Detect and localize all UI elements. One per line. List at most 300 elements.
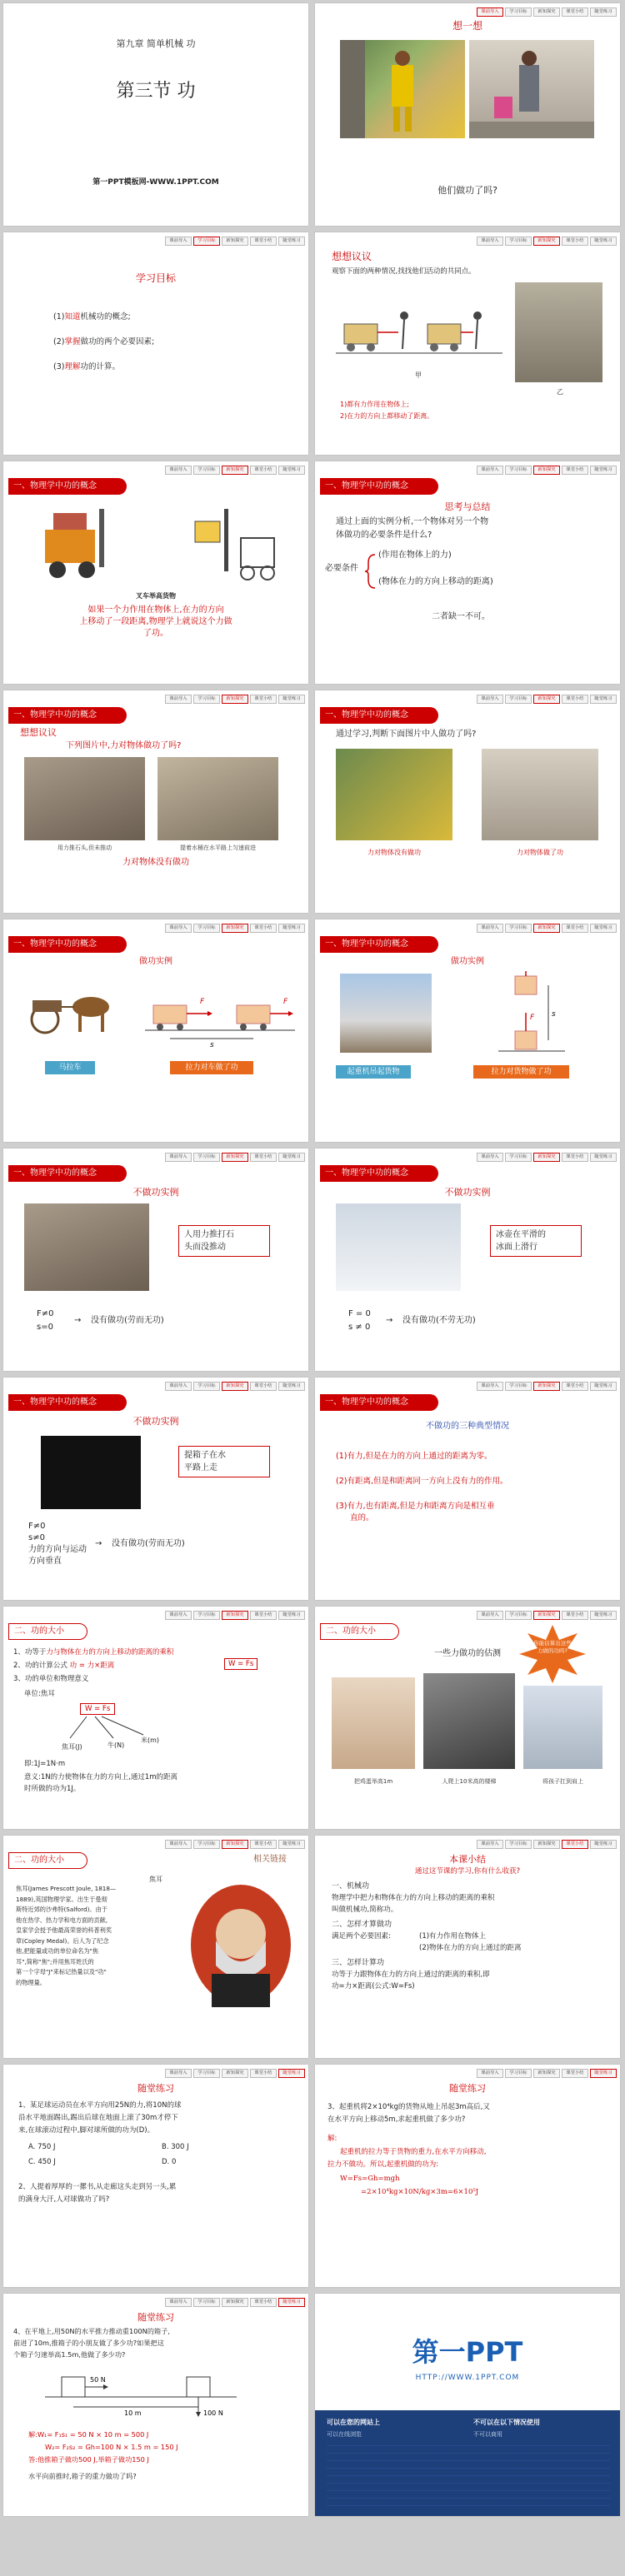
nav-intro[interactable]: 课前导入 bbox=[477, 2069, 503, 2078]
nav-bar bbox=[165, 1611, 305, 1620]
person-icon bbox=[340, 40, 465, 138]
nav-intro[interactable]: 课前导入 bbox=[165, 2069, 192, 2078]
bio-6: 章(Copley Medal)。后人为了纪念 bbox=[16, 1936, 109, 1945]
point-1: 1、功等于力与物体在力的方向上移动的距离的乘积 bbox=[13, 1648, 174, 1657]
direction-line-2: 方向垂直 bbox=[28, 1557, 62, 1566]
nav-bar bbox=[477, 924, 617, 933]
nav-practice[interactable]: 随堂练习 bbox=[278, 695, 305, 704]
nav-explore[interactable]: 新知探究 bbox=[222, 2069, 248, 2078]
nav-goal[interactable]: 学习目标 bbox=[193, 466, 220, 475]
nav-bar bbox=[165, 2298, 305, 2307]
nav-practice[interactable]: 随堂练习 bbox=[590, 1840, 617, 1849]
nav-explore[interactable]: 新知探究 bbox=[533, 1840, 560, 1849]
url[interactable]: HTTP://WWW.1PPT.COM bbox=[415, 2374, 520, 2382]
nav-practice[interactable]: 随堂练习 bbox=[278, 466, 305, 475]
bio-1: 焦耳(James Prescott Joule, 1818— bbox=[16, 1885, 117, 1892]
caption-bucket: 提着水桶在水平路上匀速前进 bbox=[180, 845, 256, 851]
direction-line-1: 力的方向与运动 bbox=[28, 1545, 87, 1554]
result: 没有做功(不劳无功) bbox=[402, 1316, 476, 1325]
bio-5: 皇家学会授予他最高荣誉的科普利奖 bbox=[16, 1926, 112, 1934]
section-banner: 一、物理学中功的概念 bbox=[8, 478, 127, 495]
nav-summary[interactable]: 课堂小结 bbox=[562, 7, 588, 17]
nav-intro[interactable]: 课前导入 bbox=[477, 1840, 503, 1849]
question-line-2: 体做功的必要条件是什么? bbox=[336, 531, 432, 540]
caption-forklift: 叉车举高货物 bbox=[136, 592, 176, 600]
unit-meter: 米(m) bbox=[141, 1736, 160, 1744]
nav-summary[interactable]: 课堂小结 bbox=[562, 1153, 588, 1162]
nav-explore[interactable]: 新知探究 bbox=[222, 1611, 248, 1620]
nav-bar bbox=[477, 237, 617, 246]
nav-practice[interactable]: 随堂练习 bbox=[590, 466, 617, 475]
summary-p3-1: 功等于力跟物体在力的方向上通过的距离的乘积,即 bbox=[332, 1971, 490, 1979]
section-banner: 二、功的大小 bbox=[8, 1623, 88, 1640]
nav-explore[interactable]: 新知探究 bbox=[222, 2298, 248, 2307]
photo-carry-bucket bbox=[482, 749, 598, 840]
nav-summary[interactable]: 课堂小结 bbox=[250, 1153, 277, 1162]
goal-2: (2)掌握做功的两个必要因素; bbox=[53, 337, 155, 346]
q3-line-2: 在水平方向上移动5m,求起重机做了多少功? bbox=[328, 2115, 466, 2124]
nav-bar bbox=[477, 1840, 617, 1849]
summary-p2a: 满足两个必要因素: bbox=[332, 1932, 391, 1941]
equation: 即:1J=1N·m bbox=[24, 1760, 66, 1768]
distance-label: 10 m bbox=[124, 2409, 142, 2417]
nav-bar bbox=[165, 695, 305, 704]
distance-value: s≠0 bbox=[28, 1533, 45, 1542]
cannot-use: 不可以在以下情况使用 bbox=[473, 2419, 540, 2426]
step-4: =2×10⁴kg×10N/kg×3m=6×10⁵J bbox=[361, 2188, 479, 2196]
nav-intro[interactable]: 课前导入 bbox=[477, 466, 503, 475]
nav-goal[interactable]: 学习目标 bbox=[505, 1382, 532, 1391]
portrait-name: 焦耳 bbox=[149, 1876, 162, 1883]
solution-2: W₂= F₂s₂ = Gh=100 N × 1.5 m = 150 J bbox=[45, 2443, 178, 2451]
summary-h2: 二、怎样才算做功 bbox=[332, 1921, 392, 1929]
cart-diagram-icon bbox=[336, 291, 502, 366]
note-1: 1)都有力作用在物体上; bbox=[340, 401, 409, 408]
nav-summary[interactable]: 课堂小结 bbox=[562, 466, 588, 475]
nav-goal[interactable]: 学习目标 bbox=[193, 1382, 220, 1391]
point-2: 2、功的计算公式 功 = 力×距离 bbox=[13, 1662, 115, 1670]
nav-summary[interactable]: 课堂小结 bbox=[250, 2298, 277, 2307]
case-2: (2)有距离,但是和距离同一方向上没有力的作用。 bbox=[336, 1477, 508, 1486]
slide-heading: 想想议议 bbox=[332, 251, 372, 262]
slide-heading: 思考与总结 bbox=[444, 501, 491, 512]
summary-p3-2: 功=力×距离(公式:W=Fs) bbox=[332, 1982, 415, 1991]
lesson-title: 第三节 功 bbox=[116, 81, 196, 102]
goal-3: (3)理解功的计算。 bbox=[53, 362, 120, 371]
slide-heading: 做功实例 bbox=[139, 957, 172, 966]
force-label: F bbox=[530, 1014, 535, 1022]
bio-2: 1889),英国物理学家。出生于曼彻 bbox=[16, 1895, 108, 1903]
nav-explore[interactable]: 新知探究 bbox=[533, 237, 560, 246]
nav-summary[interactable]: 课堂小结 bbox=[562, 2069, 588, 2078]
person-bucket-icon bbox=[469, 40, 594, 138]
answer-label: 解: bbox=[328, 2135, 338, 2143]
nav-goal[interactable]: 学习目标 bbox=[505, 1840, 532, 1849]
nav-goal[interactable]: 学习目标 bbox=[505, 695, 532, 704]
q1-line-1: 1、某足球运动员在水平方向用25N的力,将10N的球 bbox=[18, 2101, 182, 2110]
nav-intro[interactable]: 课前导入 bbox=[165, 1153, 192, 1162]
nav-summary[interactable]: 课堂小结 bbox=[250, 1840, 277, 1849]
nav-intro[interactable]: 课前导入 bbox=[477, 7, 503, 17]
nav-goal[interactable]: 学习目标 bbox=[193, 1611, 220, 1620]
nav-goal[interactable]: 学习目标 bbox=[193, 2298, 220, 2307]
q2-line-2: 的满身大汗,人对球做功了吗? bbox=[18, 2195, 110, 2204]
nav-intro[interactable]: 课前导入 bbox=[165, 2298, 192, 2307]
nav-practice[interactable]: 随堂练习 bbox=[590, 237, 617, 246]
unit-newton: 牛(N) bbox=[108, 1741, 125, 1749]
question: 下列图片中,力对物体做功了吗? bbox=[66, 741, 182, 750]
option-a[interactable]: A. 750 J bbox=[28, 2143, 56, 2151]
section-banner: 一、物理学中功的概念 bbox=[8, 936, 127, 953]
nav-practice[interactable]: 随堂练习 bbox=[590, 924, 617, 933]
q4-line-1: 4、在平地上,用50N的水平推力推动重100N的箱子, bbox=[13, 2327, 170, 2335]
definition-line-2: 上移动了一段距离,物理学上就说这个力做 bbox=[79, 617, 232, 626]
nav-practice[interactable]: 随堂练习 bbox=[590, 1611, 617, 1620]
joule-portrait-icon bbox=[187, 1882, 295, 2007]
option-c[interactable]: C. 450 J bbox=[28, 2158, 56, 2166]
statement-box: 冰壶在平滑的 冰面上滑行 bbox=[490, 1225, 582, 1257]
caption-work: 力对物体做了功 bbox=[517, 849, 563, 856]
nav-intro[interactable]: 课前导入 bbox=[165, 466, 192, 475]
caption-rock: 用力推石头,但未推动 bbox=[57, 845, 112, 851]
logo: 第一PPT bbox=[412, 2336, 523, 2368]
label-work-done: 拉力对车做了功 bbox=[170, 1061, 253, 1074]
option-b[interactable]: B. 300 J bbox=[162, 2143, 189, 2151]
nav-bar bbox=[165, 1382, 305, 1391]
q2-line-1: 2、人提着厚厚的一摞书,从走廊这头走到另一头,累 bbox=[18, 2183, 177, 2191]
forklift-icon bbox=[28, 505, 128, 584]
nav-explore[interactable]: 新知探究 bbox=[533, 924, 560, 933]
bio-10: 的物理量。 bbox=[16, 1978, 46, 1986]
nav-bar bbox=[477, 466, 617, 475]
nav-practice[interactable]: 随堂练习 bbox=[278, 1611, 305, 1620]
option-d[interactable]: D. 0 bbox=[162, 2158, 177, 2166]
photo-push-wall bbox=[336, 749, 452, 840]
nav-bar bbox=[477, 695, 617, 704]
photo-curling bbox=[336, 1203, 461, 1291]
nav-bar bbox=[165, 924, 305, 933]
nav-explore[interactable]: 新知探究 bbox=[222, 1382, 248, 1391]
nav-explore[interactable]: 新知探究 bbox=[533, 1382, 560, 1391]
slide-21-practice bbox=[3, 2294, 308, 2516]
nav-goal[interactable]: 学习目标 bbox=[193, 1840, 220, 1849]
intro-text: 观察下面的两种情况,找找他们活动的共同点。 bbox=[332, 267, 476, 276]
nav-summary[interactable]: 课堂小结 bbox=[562, 1611, 588, 1620]
slide-4-discuss bbox=[315, 232, 620, 455]
nav-practice[interactable]: 随堂练习 bbox=[590, 695, 617, 704]
nav-intro[interactable]: 课前导入 bbox=[165, 1382, 192, 1391]
distance-label: s bbox=[210, 1041, 214, 1049]
nav-goal[interactable]: 学习目标 bbox=[193, 1153, 220, 1162]
nav-intro[interactable]: 课前导入 bbox=[477, 924, 503, 933]
distance-value: s=0 bbox=[37, 1323, 53, 1332]
meaning-2: 时所做的功为1J。 bbox=[24, 1785, 81, 1793]
formula: W = Fs bbox=[224, 1658, 258, 1670]
nav-explore[interactable]: 新知探究 bbox=[222, 1840, 248, 1849]
nav-bar bbox=[165, 2069, 305, 2078]
unit-text: 单位:焦耳 bbox=[24, 1690, 55, 1698]
force-label-2: F bbox=[283, 998, 288, 1006]
nav-goal[interactable]: 学习目标 bbox=[193, 924, 220, 933]
force-label: 50 N bbox=[90, 2376, 106, 2384]
weight-label: 100 N bbox=[203, 2409, 223, 2417]
slide-5-concept bbox=[3, 461, 308, 684]
section-banner: 一、物理学中功的概念 bbox=[8, 1165, 127, 1182]
nav-explore[interactable]: 新知探究 bbox=[222, 695, 248, 704]
nav-summary[interactable]: 课堂小结 bbox=[562, 924, 588, 933]
nav-summary[interactable]: 课堂小结 bbox=[250, 466, 277, 475]
nav-bar bbox=[165, 1153, 305, 1162]
section-banner: 一、物理学中功的概念 bbox=[320, 707, 438, 724]
section-banner: 一、物理学中功的概念 bbox=[320, 936, 438, 953]
box-push-diagram bbox=[45, 2364, 237, 2422]
photo-child bbox=[523, 1686, 602, 1769]
related-link[interactable]: 相关链接 bbox=[253, 1855, 287, 1864]
cart-force-diagram bbox=[145, 982, 295, 1049]
chapter-title: 第九章 简单机械 功 bbox=[116, 38, 196, 49]
nav-goal[interactable]: 学习目标 bbox=[193, 695, 220, 704]
nav-summary[interactable]: 课堂小结 bbox=[250, 237, 277, 246]
slide-17-joule bbox=[3, 1836, 308, 2058]
question: 他们做功了吗? bbox=[438, 185, 498, 196]
nav-explore[interactable]: 新知探究 bbox=[222, 237, 248, 246]
q4-line-3: 个箱子匀速举高1.5m,他做了多少功? bbox=[13, 2350, 126, 2359]
nav-practice[interactable]: 随堂练习 bbox=[278, 2069, 305, 2078]
label-jia: 甲 bbox=[415, 371, 422, 379]
caption-child: 将孩子扛到肩上 bbox=[542, 1778, 583, 1785]
section-banner: 一、物理学中功的概念 bbox=[8, 707, 127, 724]
slide-heading: 不做功实例 bbox=[444, 1187, 491, 1198]
nav-bar bbox=[165, 237, 305, 246]
section-banner: 一、物理学中功的概念 bbox=[320, 478, 438, 495]
condition-2: (物体在力的方向上移动的距离) bbox=[378, 577, 493, 586]
nav-goal[interactable]: 学习目标 bbox=[505, 7, 532, 17]
photo-push-rock bbox=[24, 1203, 149, 1291]
slide-12-no-work bbox=[315, 1148, 620, 1371]
slide-8-judge bbox=[315, 690, 620, 913]
slide-7-discuss bbox=[3, 690, 308, 913]
nav-goal[interactable]: 学习目标 bbox=[505, 1611, 532, 1620]
result: 没有做功(劳而无功) bbox=[112, 1539, 185, 1548]
nav-intro[interactable]: 课前导入 bbox=[477, 1382, 503, 1391]
slide-19-practice bbox=[3, 2065, 308, 2287]
lift-force-diagram bbox=[482, 971, 582, 1059]
section-banner: 一、物理学中功的概念 bbox=[320, 1165, 438, 1182]
nav-summary[interactable]: 课堂小结 bbox=[562, 1840, 588, 1849]
arrow-icon: → bbox=[386, 1316, 393, 1325]
nav-practice[interactable]: 随堂练习 bbox=[590, 2069, 617, 2078]
nav-explore[interactable]: 新知探究 bbox=[533, 7, 560, 17]
nav-summary[interactable]: 课堂小结 bbox=[562, 695, 588, 704]
nav-summary[interactable]: 课堂小结 bbox=[250, 2069, 277, 2078]
slide-heading: 想想议议 bbox=[20, 727, 57, 738]
nav-bar bbox=[165, 1840, 305, 1849]
slide-heading: 随堂练习 bbox=[449, 2083, 486, 2094]
nav-intro[interactable]: 课前导入 bbox=[165, 237, 192, 246]
label-work-done: 拉力对货物做了功 bbox=[473, 1065, 569, 1079]
nav-summary[interactable]: 课堂小结 bbox=[250, 924, 277, 933]
both-required: 二者缺一不可。 bbox=[432, 612, 490, 621]
nav-explore[interactable]: 新知探究 bbox=[533, 2069, 560, 2078]
q3-line-1: 3、起重机将2×10⁴kg的货物从地上吊起3m高后,又 bbox=[328, 2103, 490, 2111]
nav-bar bbox=[477, 1382, 617, 1391]
case-3-line-1: (3)有力,也有距离,但是力和距离方向是相互垂 bbox=[336, 1502, 495, 1511]
horse-cart-icon bbox=[24, 982, 124, 1040]
statement-box: 人用力推打石 头而没推动 bbox=[178, 1225, 270, 1257]
photo-crane bbox=[340, 974, 432, 1053]
formula-2: W = Fs bbox=[80, 1703, 115, 1715]
condition-label: 必要条件 bbox=[325, 564, 358, 573]
nav-goal[interactable]: 学习目标 bbox=[505, 237, 532, 246]
q1-line-3: 来,在球滚动过程中,脚对球所做的功为(D)。 bbox=[18, 2126, 155, 2135]
section-banner: 一、物理学中功的概念 bbox=[320, 1394, 438, 1411]
q1-line-2: 沿水平地面踢出,踢出后球在地面上滚了30m才停下 bbox=[18, 2114, 178, 2122]
summary-h3: 三、怎样计算功 bbox=[332, 1959, 385, 1967]
nav-explore[interactable]: 新知探究 bbox=[533, 695, 560, 704]
slide-16-estimate bbox=[315, 1607, 620, 1829]
slide-14-three-cases bbox=[315, 1378, 620, 1600]
nav-bar bbox=[477, 1153, 617, 1162]
slide-10-example bbox=[315, 919, 620, 1142]
case-3-line-2: 直的。 bbox=[350, 1513, 374, 1522]
slide-9-example bbox=[3, 919, 308, 1142]
summary-p2c: (2)物体在力的方向上通过的距离 bbox=[419, 1944, 522, 1952]
case-1: (1)有力,但是在力的方向上通过的距离为零。 bbox=[336, 1452, 492, 1461]
step-2: 拉力不做功。所以,起重机做的功为: bbox=[328, 2160, 439, 2169]
bio-4: 他在热学、热力学和电方面的贡献, bbox=[16, 1916, 108, 1924]
slide-1-title bbox=[3, 3, 308, 226]
slide-heading: 想一想 bbox=[452, 20, 482, 32]
slide-heading: 一些力做功的估测 bbox=[434, 1649, 501, 1658]
nav-explore[interactable]: 新知探究 bbox=[533, 466, 560, 475]
summary-h1: 一、机械功 bbox=[332, 1882, 370, 1891]
solution-3: 答:他推箱子做功500 J,举箱子做功150 J bbox=[28, 2455, 149, 2464]
burst-text: 你能估算出这些力做的功吗? bbox=[533, 1640, 572, 1654]
forklift-lift-icon bbox=[182, 505, 291, 584]
can-use: 可以在您的网站上 bbox=[327, 2419, 380, 2426]
meaning-1: 意义:1N的力使物体在力的方向上,通过1m的距离 bbox=[24, 1773, 178, 1781]
section-banner: 二、功的大小 bbox=[320, 1623, 399, 1640]
nav-practice[interactable]: 随堂练习 bbox=[278, 1382, 305, 1391]
photo-lifting bbox=[515, 282, 602, 382]
distance-label: s bbox=[552, 1010, 556, 1019]
slide-heading: 随堂练习 bbox=[138, 2083, 174, 2094]
point-3: 3、功的单位和物理意义 bbox=[13, 1675, 89, 1683]
nav-intro[interactable]: 课前导入 bbox=[477, 695, 503, 704]
nav-practice[interactable]: 随堂练习 bbox=[278, 237, 305, 246]
arrow-icon: → bbox=[74, 1316, 82, 1325]
nav-explore[interactable]: 新知探究 bbox=[222, 466, 248, 475]
nav-practice[interactable]: 随堂练习 bbox=[278, 1840, 305, 1849]
nav-practice[interactable]: 随堂练习 bbox=[278, 1153, 305, 1162]
nav-practice[interactable]: 随堂练习 bbox=[590, 1382, 617, 1391]
nav-summary[interactable]: 课堂小结 bbox=[250, 695, 277, 704]
question: 通过学习,判断下面图片中人做功了吗? bbox=[336, 730, 477, 739]
arrow-icon: → bbox=[95, 1539, 102, 1548]
nav-intro[interactable]: 课前导入 bbox=[165, 695, 192, 704]
photo-carrying-bucket bbox=[469, 40, 594, 138]
summary-p1-1: 物理学中把力和物体在力的方向上移动的距离的乘积 bbox=[332, 1894, 495, 1902]
nav-bar bbox=[165, 466, 305, 475]
label-yi: 乙 bbox=[557, 388, 563, 396]
q4-line-2: 前进了10m,推箱子的小朋友做了多少功?如果把这 bbox=[13, 2339, 164, 2347]
nav-goal[interactable]: 学习目标 bbox=[193, 237, 220, 246]
summary-p1-2: 叫做机械功,简称功。 bbox=[332, 1906, 398, 1914]
nav-practice[interactable]: 随堂练习 bbox=[278, 924, 305, 933]
label-horse-cart: 马拉车 bbox=[45, 1061, 95, 1074]
nav-summary[interactable]: 课堂小结 bbox=[250, 1382, 277, 1391]
nav-explore[interactable]: 新知探究 bbox=[222, 924, 248, 933]
no-commercial: 不可以商用 bbox=[473, 2431, 502, 2438]
slide-3-goals bbox=[3, 232, 308, 455]
section-banner: 一、物理学中功的概念 bbox=[8, 1394, 127, 1411]
nav-bar bbox=[477, 2069, 617, 2078]
bio-9: 第一个字母"J"来标记热量以及"功" bbox=[16, 1968, 107, 1976]
nav-bar bbox=[477, 1611, 617, 1620]
definition-line-1: 如果一个力作用在物体上,在力的方向 bbox=[88, 605, 224, 615]
nav-summary[interactable]: 课堂小结 bbox=[250, 1611, 277, 1620]
nav-explore[interactable]: 新知探究 bbox=[533, 1611, 560, 1620]
result: 没有做功(劳而无功) bbox=[91, 1316, 164, 1325]
link-list bbox=[327, 2445, 610, 2508]
nav-goal[interactable]: 学习目标 bbox=[505, 924, 532, 933]
nav-goal[interactable]: 学习目标 bbox=[193, 2069, 220, 2078]
slide-18-summary bbox=[315, 1836, 620, 2058]
slide-heading: 随堂练习 bbox=[138, 2312, 174, 2323]
unit-joule: 焦耳(J) bbox=[62, 1743, 82, 1751]
slide-2-think bbox=[315, 3, 620, 226]
bio-8: 耳",简称"焦";并用焦耳姓氏的 bbox=[16, 1957, 94, 1966]
brace-icon bbox=[365, 553, 377, 590]
nav-intro[interactable]: 课前导入 bbox=[477, 1153, 503, 1162]
nav-goal[interactable]: 学习目标 bbox=[505, 2069, 532, 2078]
nav-practice[interactable]: 随堂练习 bbox=[590, 7, 617, 17]
condition-1: (作用在物体上的力) bbox=[378, 551, 452, 560]
statement-box: 提箱子在水 平路上走 bbox=[178, 1446, 270, 1477]
nav-goal[interactable]: 学习目标 bbox=[505, 466, 532, 475]
photo-mouse-box bbox=[41, 1436, 141, 1509]
nav-intro[interactable]: 课前导入 bbox=[477, 237, 503, 246]
slide-heading: 本课小结 bbox=[449, 1854, 486, 1865]
force-value: F≠0 bbox=[37, 1309, 54, 1318]
slide-heading: 学习目标 bbox=[135, 272, 176, 284]
warning: 水平向前推时,箱子的重力做功了吗? bbox=[28, 2472, 137, 2480]
slide-13-no-work bbox=[3, 1378, 308, 1600]
solution-1: 解:W₁= F₁s₁ = 50 N × 10 m = 500 J bbox=[28, 2430, 149, 2439]
step-1: 起重机的拉力等于货物的重力,在水平方向移动, bbox=[340, 2148, 487, 2156]
nav-explore[interactable]: 新知探究 bbox=[533, 1153, 560, 1162]
subtitle: 通过这节课的学习,你有什么收获? bbox=[414, 1867, 521, 1876]
nav-intro[interactable]: 课前导入 bbox=[477, 1611, 503, 1620]
nav-practice[interactable]: 随堂练习 bbox=[278, 2298, 305, 2307]
slide-heading: 不做功的三种典型情况 bbox=[426, 1422, 509, 1431]
nav-summary[interactable]: 课堂小结 bbox=[562, 237, 588, 246]
nav-summary[interactable]: 课堂小结 bbox=[562, 1382, 588, 1391]
nav-intro[interactable]: 课前导入 bbox=[165, 1611, 192, 1620]
force-label: F bbox=[200, 998, 205, 1006]
distance-value: s ≠ 0 bbox=[348, 1323, 371, 1332]
summary-p2b: (1)有力作用在物体上 bbox=[419, 1932, 487, 1941]
nav-explore[interactable]: 新知探究 bbox=[222, 1153, 248, 1162]
site-link[interactable]: 第一PPT模板网-WWW.1PPT.COM bbox=[92, 178, 219, 187]
nav-intro[interactable]: 课前导入 bbox=[165, 1840, 192, 1849]
caption-egg: 把鸡蛋举高1m bbox=[353, 1778, 393, 1785]
nav-goal[interactable]: 学习目标 bbox=[505, 1153, 532, 1162]
nav-practice[interactable]: 随堂练习 bbox=[590, 1153, 617, 1162]
force-value: F = 0 bbox=[348, 1309, 371, 1318]
photo-stairs bbox=[423, 1673, 515, 1769]
nav-intro[interactable]: 课前导入 bbox=[165, 924, 192, 933]
